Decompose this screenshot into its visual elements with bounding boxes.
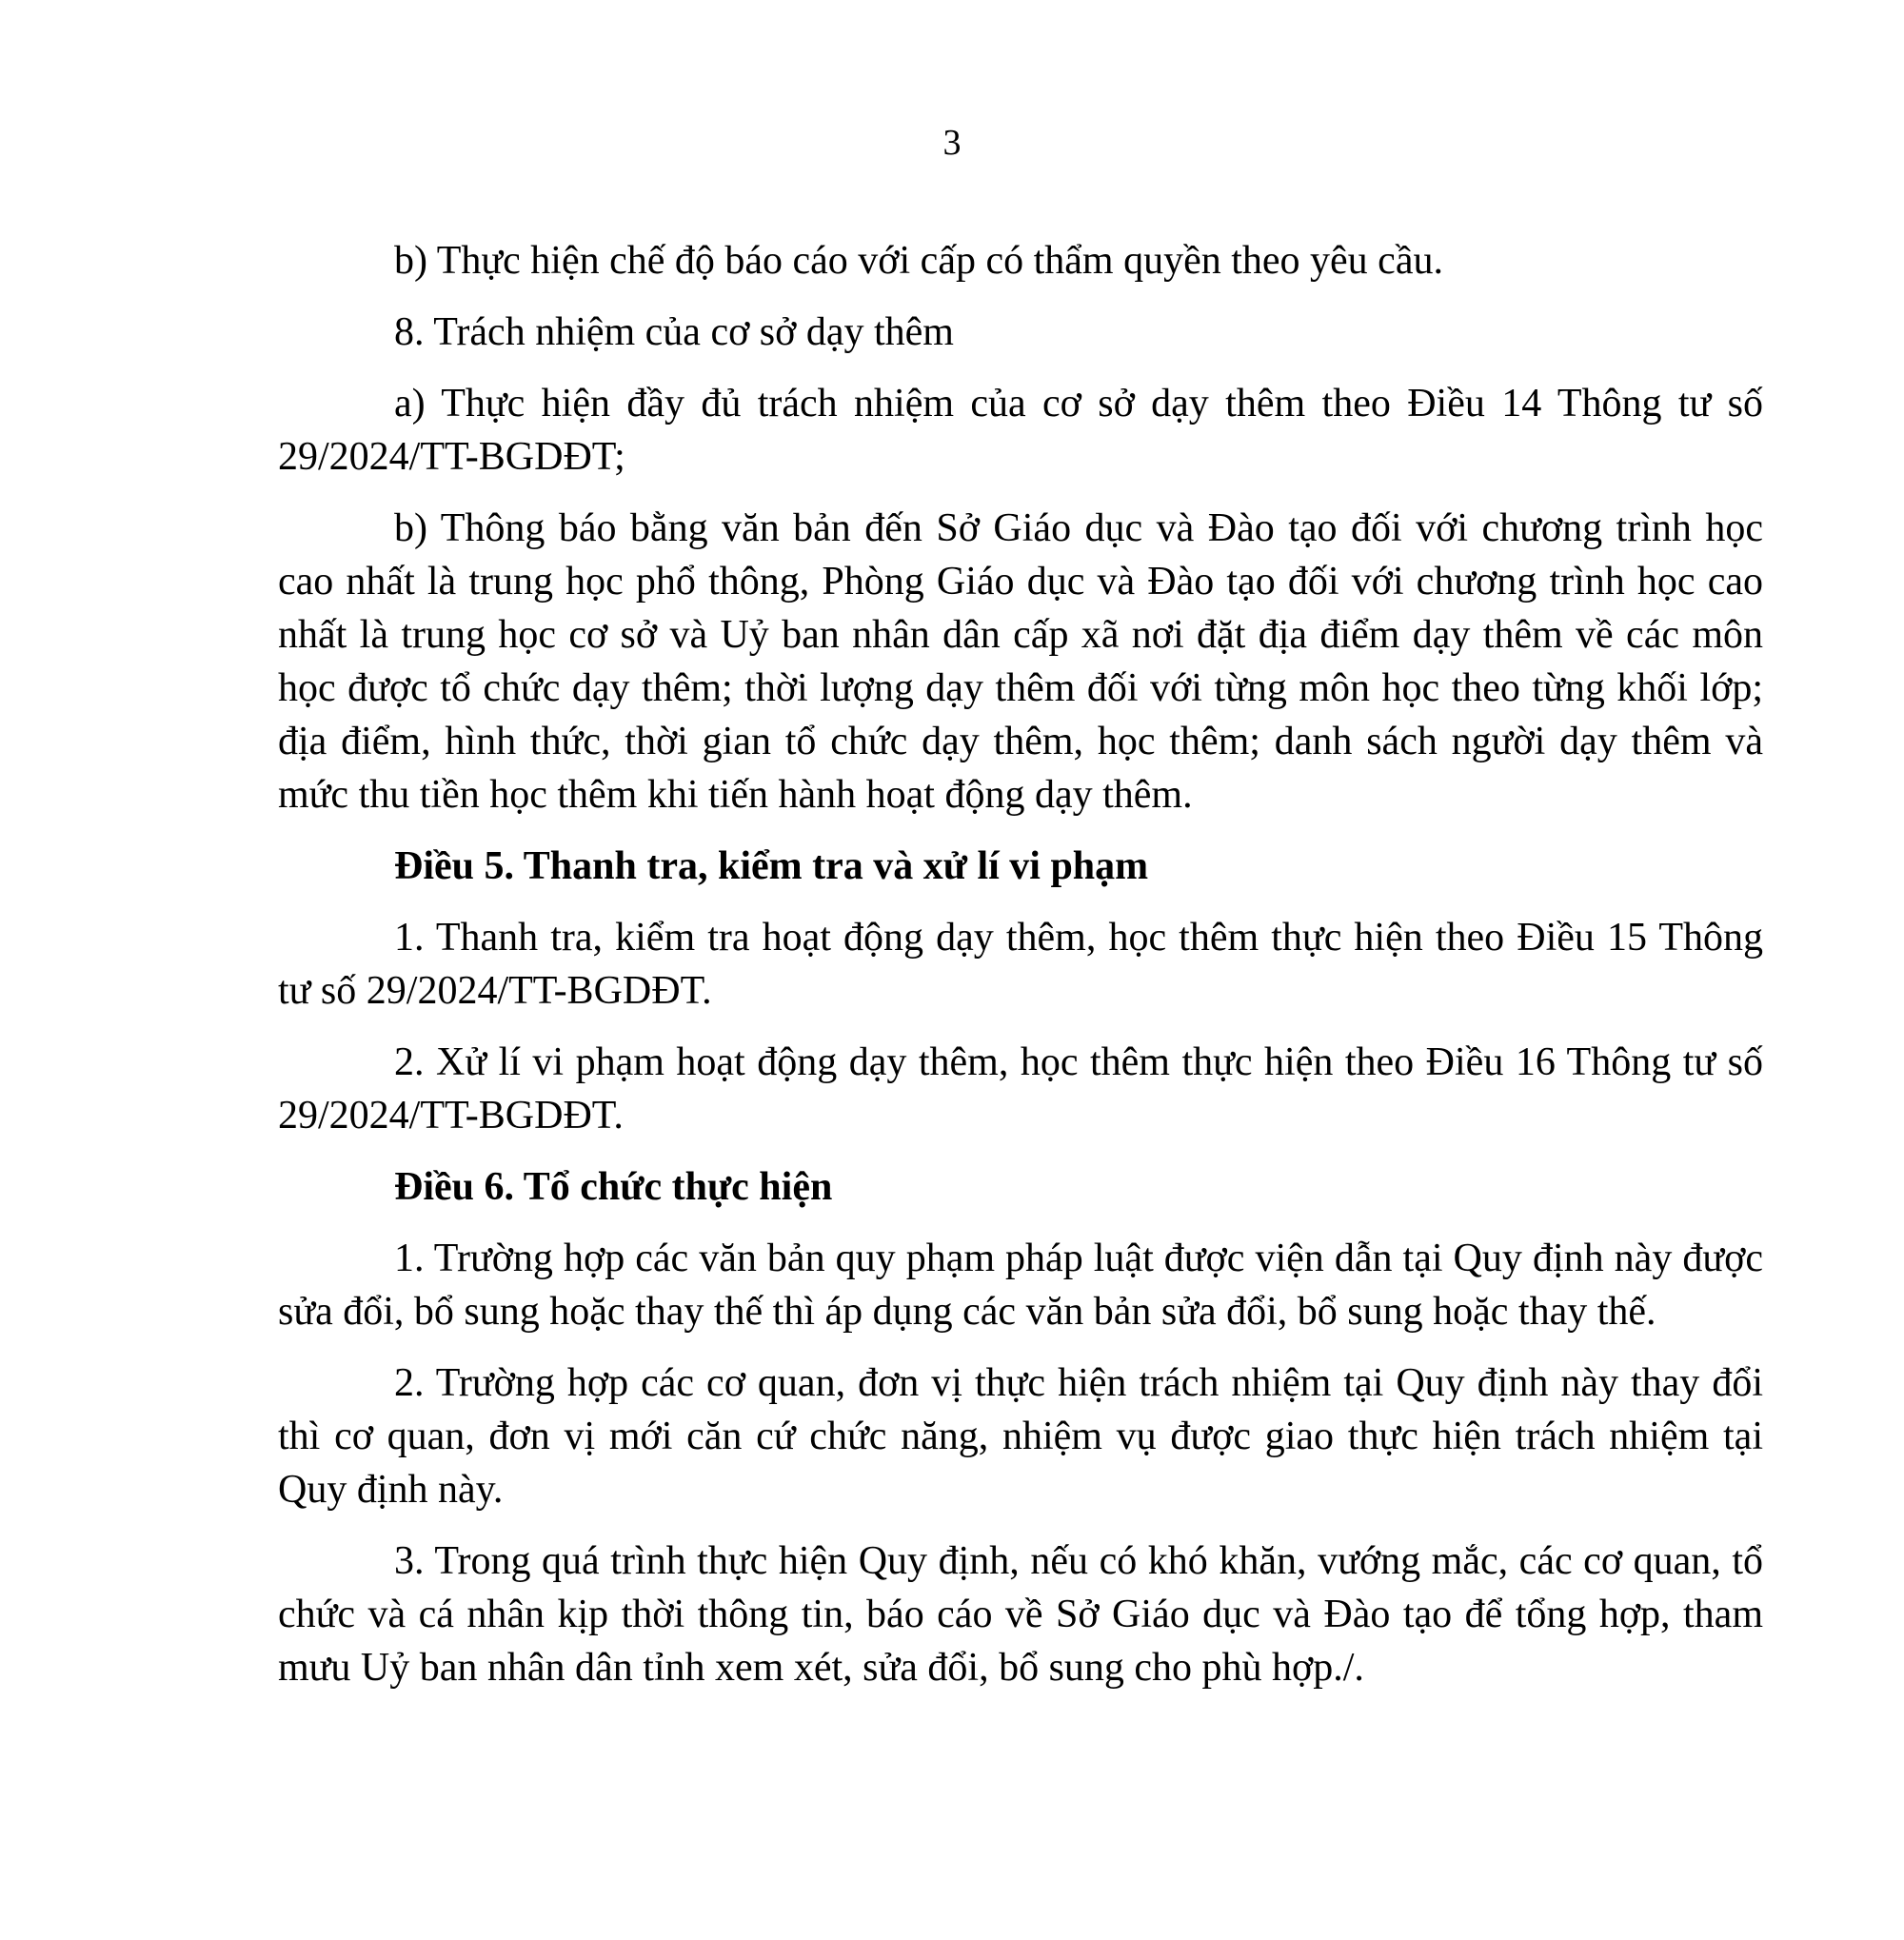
article-6-clause-3: 3. Trong quá trình thực hiện Quy định, nếu có khó khăn, vướng mắc, các cơ quan, tổ chức và cá nhân kịp thời thông tin, báo cáo về Sở Giáo dục và Đào tạo để tổng hợp, tham mưu Uỷ ban nhân dân tỉnh xem xét, sửa đổi, bổ sung cho phù hợp./. [278,1539,1763,1690]
article-5-clause-2: 2. Xử lí vi phạm hoạt động dạy thêm, học thêm thực hiện theo Điều 16 Thông tư số 29/2024/TT-BGDĐT. [278,1040,1763,1138]
article-5-clause-1: 1. Thanh tra, kiểm tra hoạt động dạy thêm, học thêm thực hiện theo Điều 15 Thông tư số 29/2024/TT-BGDĐT. [278,916,1763,1013]
document-body [278,234,1763,1712]
paragraph-7b: b) Thực hiện chế độ báo cáo với cấp có thẩm quyền theo yêu cầu. [394,239,1443,283]
article-6-heading: Điều 6. Tổ chức thực hiện [394,1165,833,1209]
article-6-clause-1: 1. Trường hợp các văn bản quy phạm pháp luật được viện dẫn tại Quy định này được sửa đổi, bổ sung hoặc thay thế thì áp dụng các văn bản sửa đổi, bổ sung hoặc thay thế. [278,1237,1763,1334]
paragraph-8-heading: 8. Trách nhiệm của cơ sở dạy thêm [394,310,954,354]
paragraph-8a: a) Thực hiện đầy đủ trách nhiệm của cơ sở dạy thêm theo Điều 14 Thông tư số 29/2024/TT-BGDĐT; [278,382,1763,479]
paragraph-8b: b) Thông báo bằng văn bản đến Sở Giáo dục và Đào tạo đối với chương trình học cao nhất là trung học phổ thông, Phòng Giáo dục và Đào tạo đối với chương trình học cao nhất là trung học cơ sở và Uỷ ban nhân dân cấp xã nơi đặt địa điểm dạy thêm về các môn học được tổ chức dạy thêm; thời lượng dạy thêm đối với từng môn học theo từng khối lớp; địa điểm, hình thức, thời gian tổ chức dạy thêm, học thêm; danh sách người dạy thêm và mức thu tiền học thêm khi tiến hành hoạt động dạy thêm. [278,506,1763,817]
page-number: 3 [942,123,962,163]
article-6-clause-2: 2. Trường hợp các cơ quan, đơn vị thực hiện trách nhiệm tại Quy định này thay đổi thì cơ quan, đơn vị mới căn cứ chức năng, nhiệm vụ được giao thực hiện trách nhiệm tại Quy định này. [278,1361,1763,1512]
article-5-heading: Điều 5. Thanh tra, kiểm tra và xử lí vi phạm [394,844,1149,888]
